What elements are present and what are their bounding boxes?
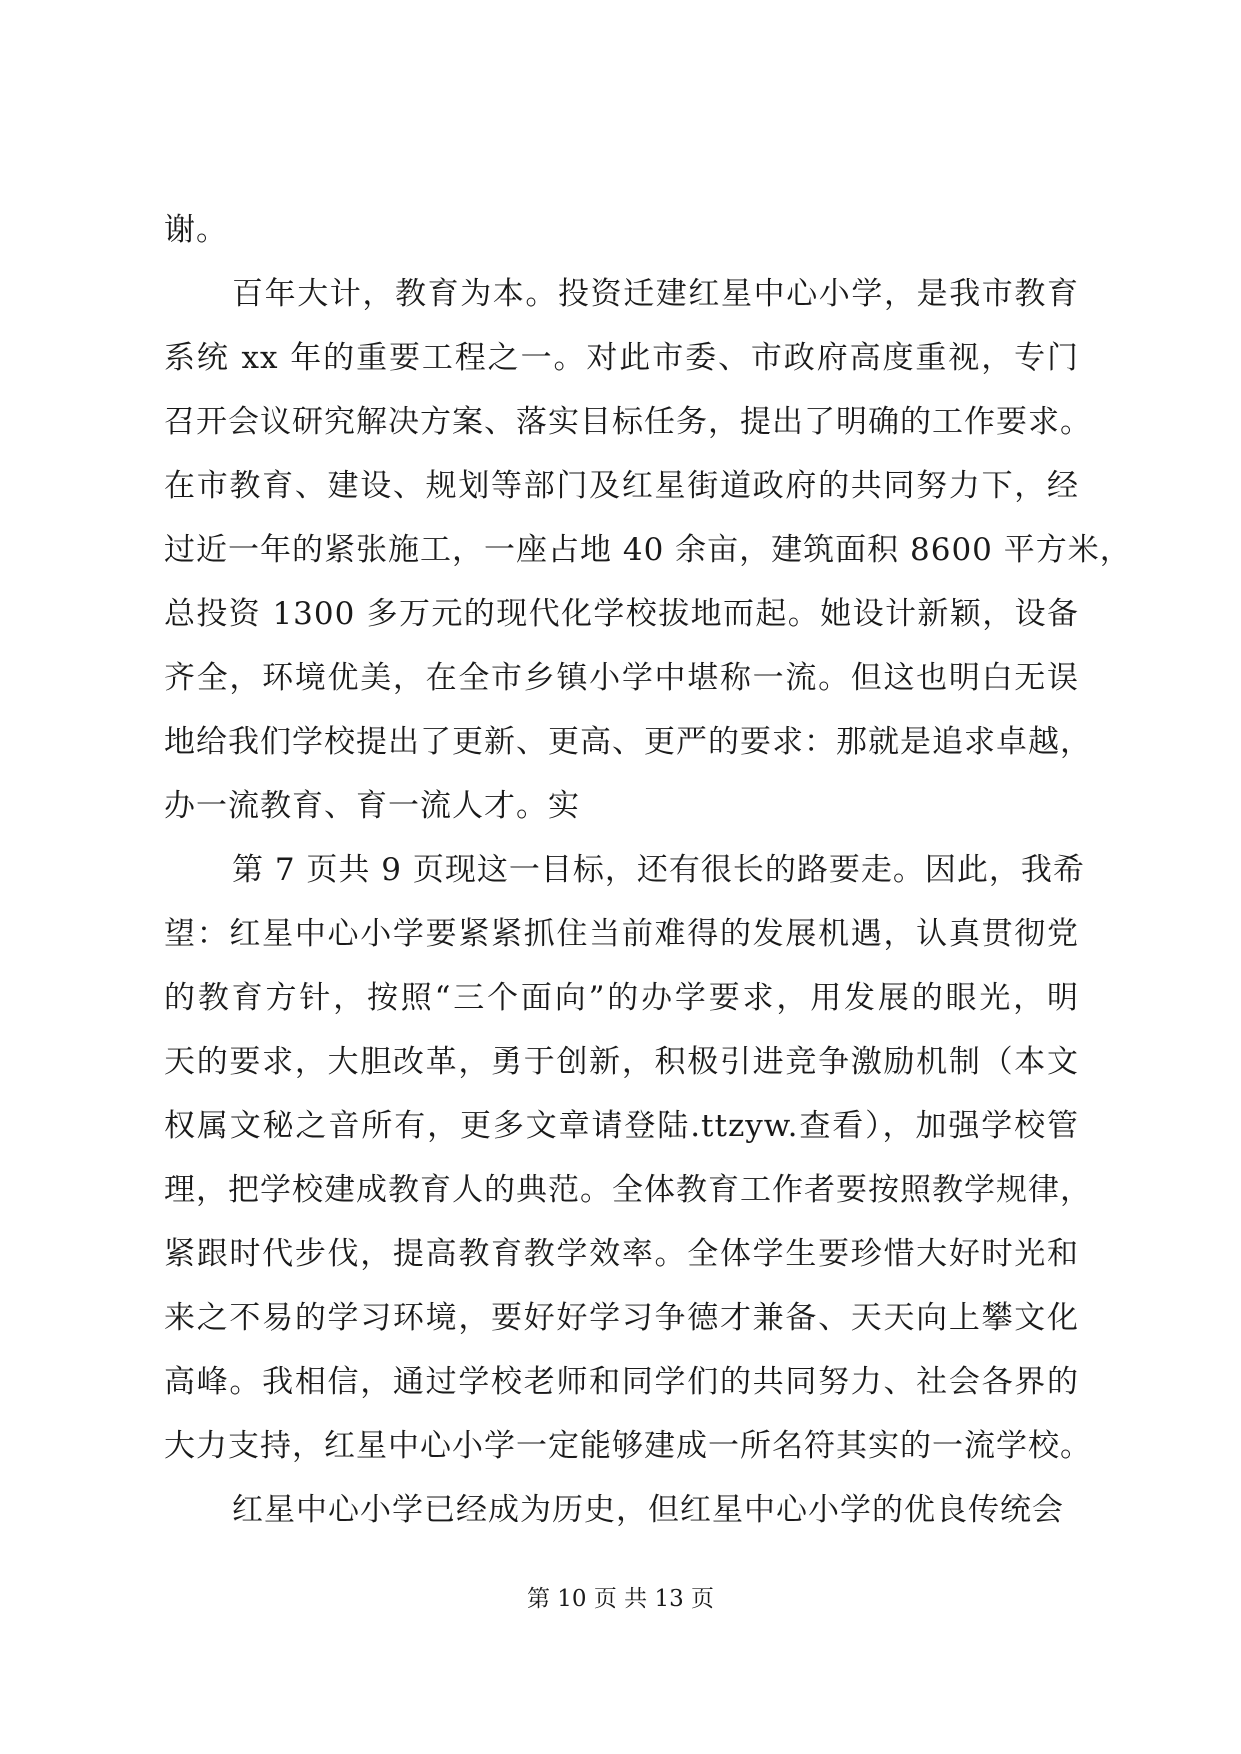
- text-line: 谢。: [164, 212, 228, 248]
- text-line: 天的要求，大胆改革，勇于创新，积极引进竞争激励机制（本文: [164, 1044, 1079, 1080]
- document-body: [164, 198, 1132, 1542]
- text-line: 在市教育、建设、规划等部门及红星街道政府的共同努力下，经: [164, 468, 1079, 504]
- text-line: 紧跟时代步伐，提高教育教学效率。全体学生要珍惜大好时光和: [164, 1236, 1079, 1272]
- text-line: 办一流教育、育一流人才。实: [164, 788, 580, 824]
- paragraph: [164, 262, 1132, 838]
- text-line: 来之不易的学习环境，要好好学习争德才兼备、天天向上攀文化: [164, 1300, 1079, 1336]
- text-line: 的教育方针，按照“三个面向”的办学要求，用发展的眼光，明: [164, 980, 1079, 1016]
- text-line: 总投资 1300 多万元的现代化学校拔地而起。她设计新颖，设备: [164, 596, 1079, 632]
- text-line: 权属文秘之音所有，更多文章请登陆.ttzyw.查看），加强学校管: [164, 1108, 1079, 1144]
- paragraph: [164, 198, 1079, 262]
- text-line: 百年大计，教育为本。投资迁建红星中心小学，是我市教育: [232, 276, 1079, 312]
- text-line: 召开会议研究解决方案、落实目标任务，提出了明确的工作要求。: [164, 404, 1092, 440]
- paragraph: [164, 838, 1092, 1478]
- text-line: 红星中心小学已经成为历史，但红星中心小学的优良传统会: [232, 1492, 1064, 1528]
- text-line: 理，把学校建成教育人的典范。全体教育工作者要按照教学规律，: [164, 1172, 1092, 1208]
- paragraph: [164, 1478, 1079, 1542]
- text-line: 大力支持，红星中心小学一定能够建成一所名符其实的一流学校。: [164, 1428, 1092, 1464]
- text-line: 系统 xx 年的重要工程之一。对此市委、市政府高度重视，专门: [164, 340, 1079, 376]
- text-line: 高峰。我相信，通过学校老师和同学们的共同努力、社会各界的: [164, 1364, 1079, 1400]
- text-line: 地给我们学校提出了更新、更高、更严的要求：那就是追求卓越，: [164, 724, 1092, 760]
- text-line: 望：红星中心小学要紧紧抓住当前难得的发展机遇，认真贯彻党: [164, 916, 1079, 952]
- text-line: 过近一年的紧张施工，一座占地 40 余亩，建筑面积 8600 平方米，: [164, 532, 1132, 568]
- page-footer: 第 10 页 共 13 页: [526, 1586, 715, 1612]
- text-line: 第 7 页共 9 页现这一目标，还有很长的路要走。因此，我希: [232, 852, 1085, 888]
- text-line: 齐全，环境优美，在全市乡镇小学中堪称一流。但这也明白无误: [164, 660, 1079, 696]
